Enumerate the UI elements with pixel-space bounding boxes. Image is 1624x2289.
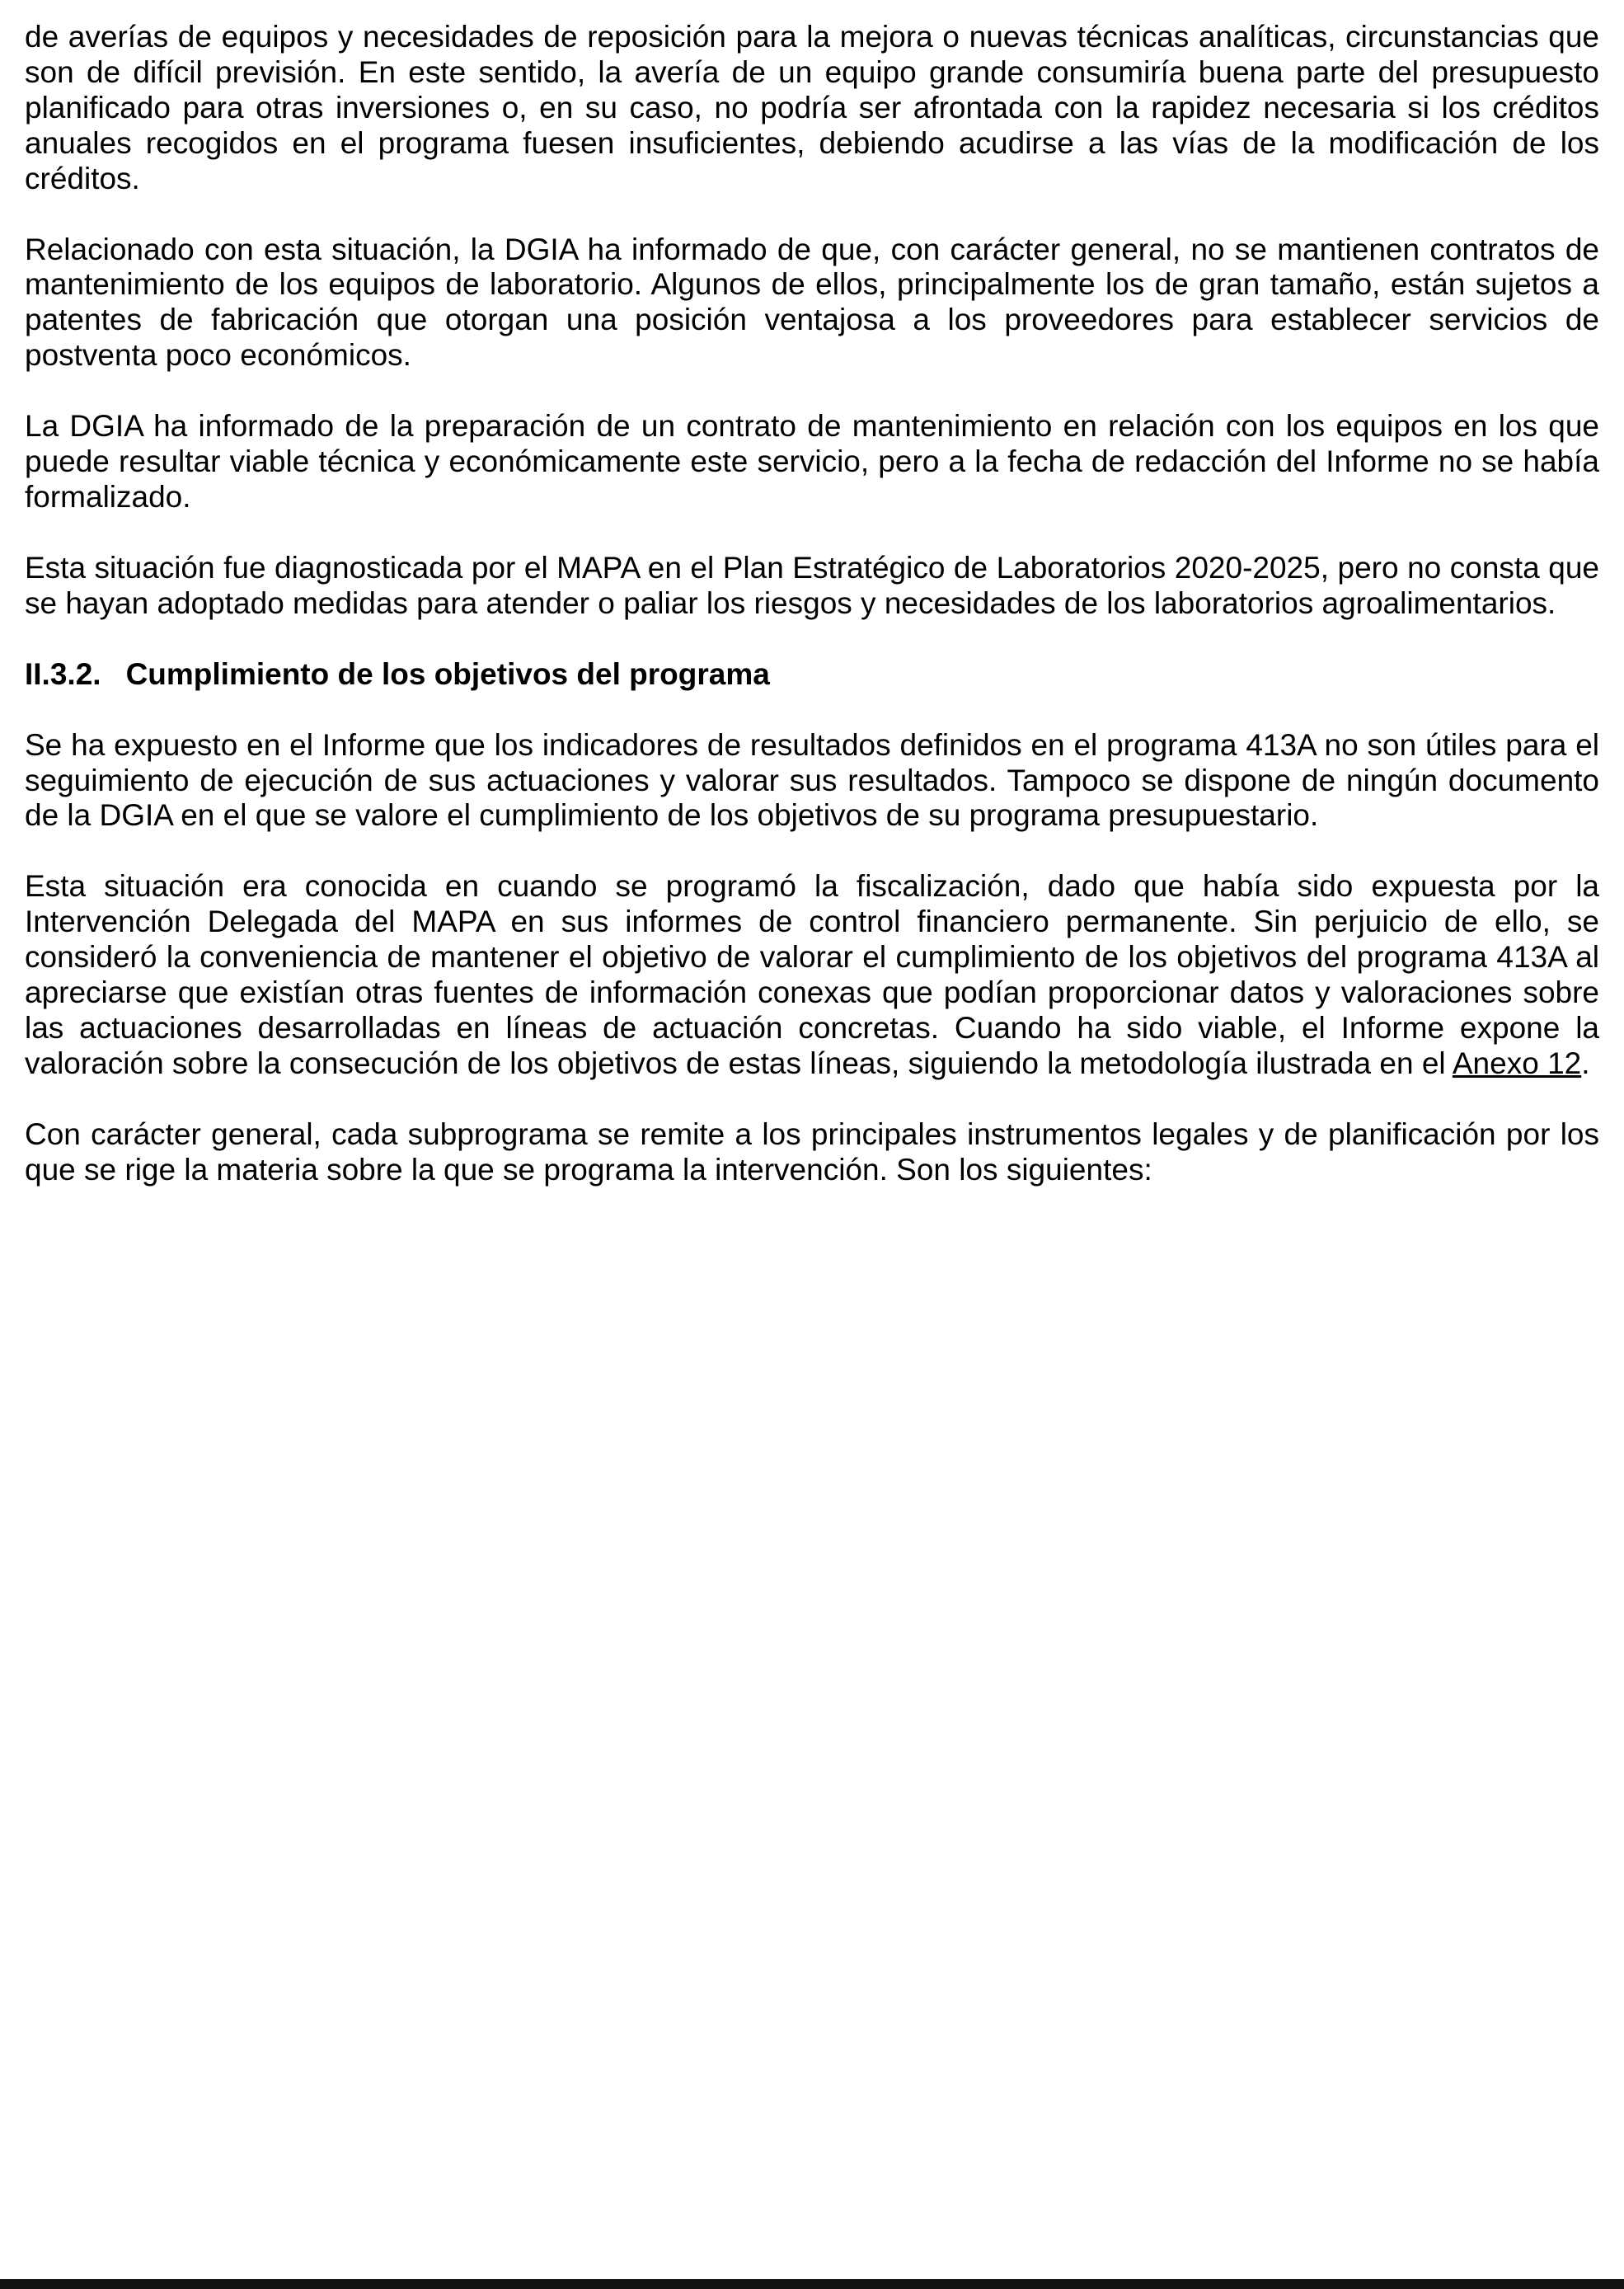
paragraph-equipment-failures: de averías de equipos y necesidades de reposición para la mejora o nuevas técnicas analíticas, circunstancias que son de difícil previsión. En este sentido, la avería de un equipo grande consumiría buena parte del presupuesto planificado para otras inversiones o, en su caso, no podría ser afrontada con la rapidez necesaria si los créditos anuales recogidos en el programa fuesen insuficientes, debiendo acudirse a las vías de la modificación de los créditos. xyxy=(25,20,1599,195)
section-heading xyxy=(25,657,1599,693)
paragraph-text-before-link: Esta situación era conocida en cuando se programó la fiscalización, dado que había sido expuesta por la Intervención Delegada del MAPA en sus informes de control financiero permanente. Sin perjuicio de ello, se consideró la conveniencia de mantener el objetivo de valorar el cumplimiento de los objetivos del programa 413A al apreciarse que existían otras fuentes de información conexas que podían proporcionar datos y valoraciones sobre las actuaciones desarrolladas en líneas de actuación concretas. Cuando ha sido viable, el Informe expone la valoración sobre la consecución de los objetivos de estas líneas, siguiendo la metodología ilustrada en el xyxy=(25,869,1599,1080)
paragraph-indicators-not-useful: Se ha expuesto en el Informe que los indicadores de resultados definidos en el programa 413A no son útiles para el seguimiento de ejecución de sus actuaciones y valorar sus resultados. Tampoco se dispone de ningún documento de la DGIA en el que se valore el cumplimiento de los objetivos de su programa presupuestario. xyxy=(25,727,1599,833)
section-heading-number: II.3.2. xyxy=(25,656,101,691)
paragraph-fiscalizacion-context xyxy=(25,869,1599,1081)
paragraph-subprogram-instruments: Con carácter general, cada subprograma se remite a los principales instrumentos legales y de planificación por los que se rige la materia sobre la que se programa la intervención. Son los siguientes: xyxy=(25,1116,1599,1187)
anexo-12-link[interactable]: Anexo 12 xyxy=(1452,1046,1582,1080)
paragraph-strategic-plan-diagnosis: Esta situación fue diagnosticada por el MAPA en el Plan Estratégico de Laboratorios 2020-2025, pero no consta que se hayan adoptado medidas para atender o paliar los riesgos y necesidades de los laboratorios agroalimentarios. xyxy=(25,550,1599,620)
paragraph-text-after-link: . xyxy=(1581,1046,1590,1080)
page-bottom-edge xyxy=(0,2279,1624,2289)
section-heading-title: Cumplimiento de los objetivos del programa xyxy=(125,656,770,691)
paragraph-maintenance-contract-preparation: La DGIA ha informado de la preparación de un contrato de mantenimiento en relación con los equipos en los que puede resultar viable técnica y económicamente este servicio, pero a la fecha de redacción del Informe no se había formalizado. xyxy=(25,409,1599,514)
paragraph-dgia-no-maintenance-contracts: Relacionado con esta situación, la DGIA ha informado de que, con carácter general, no se mantienen contratos de mantenimiento de los equipos de laboratorio. Algunos de ellos, principalmente los de gran tamaño, están sujetos a patentes de fabricación que otorgan una posición ventajosa a los proveedores para establecer servicios de postventa poco económicos. xyxy=(25,232,1599,373)
